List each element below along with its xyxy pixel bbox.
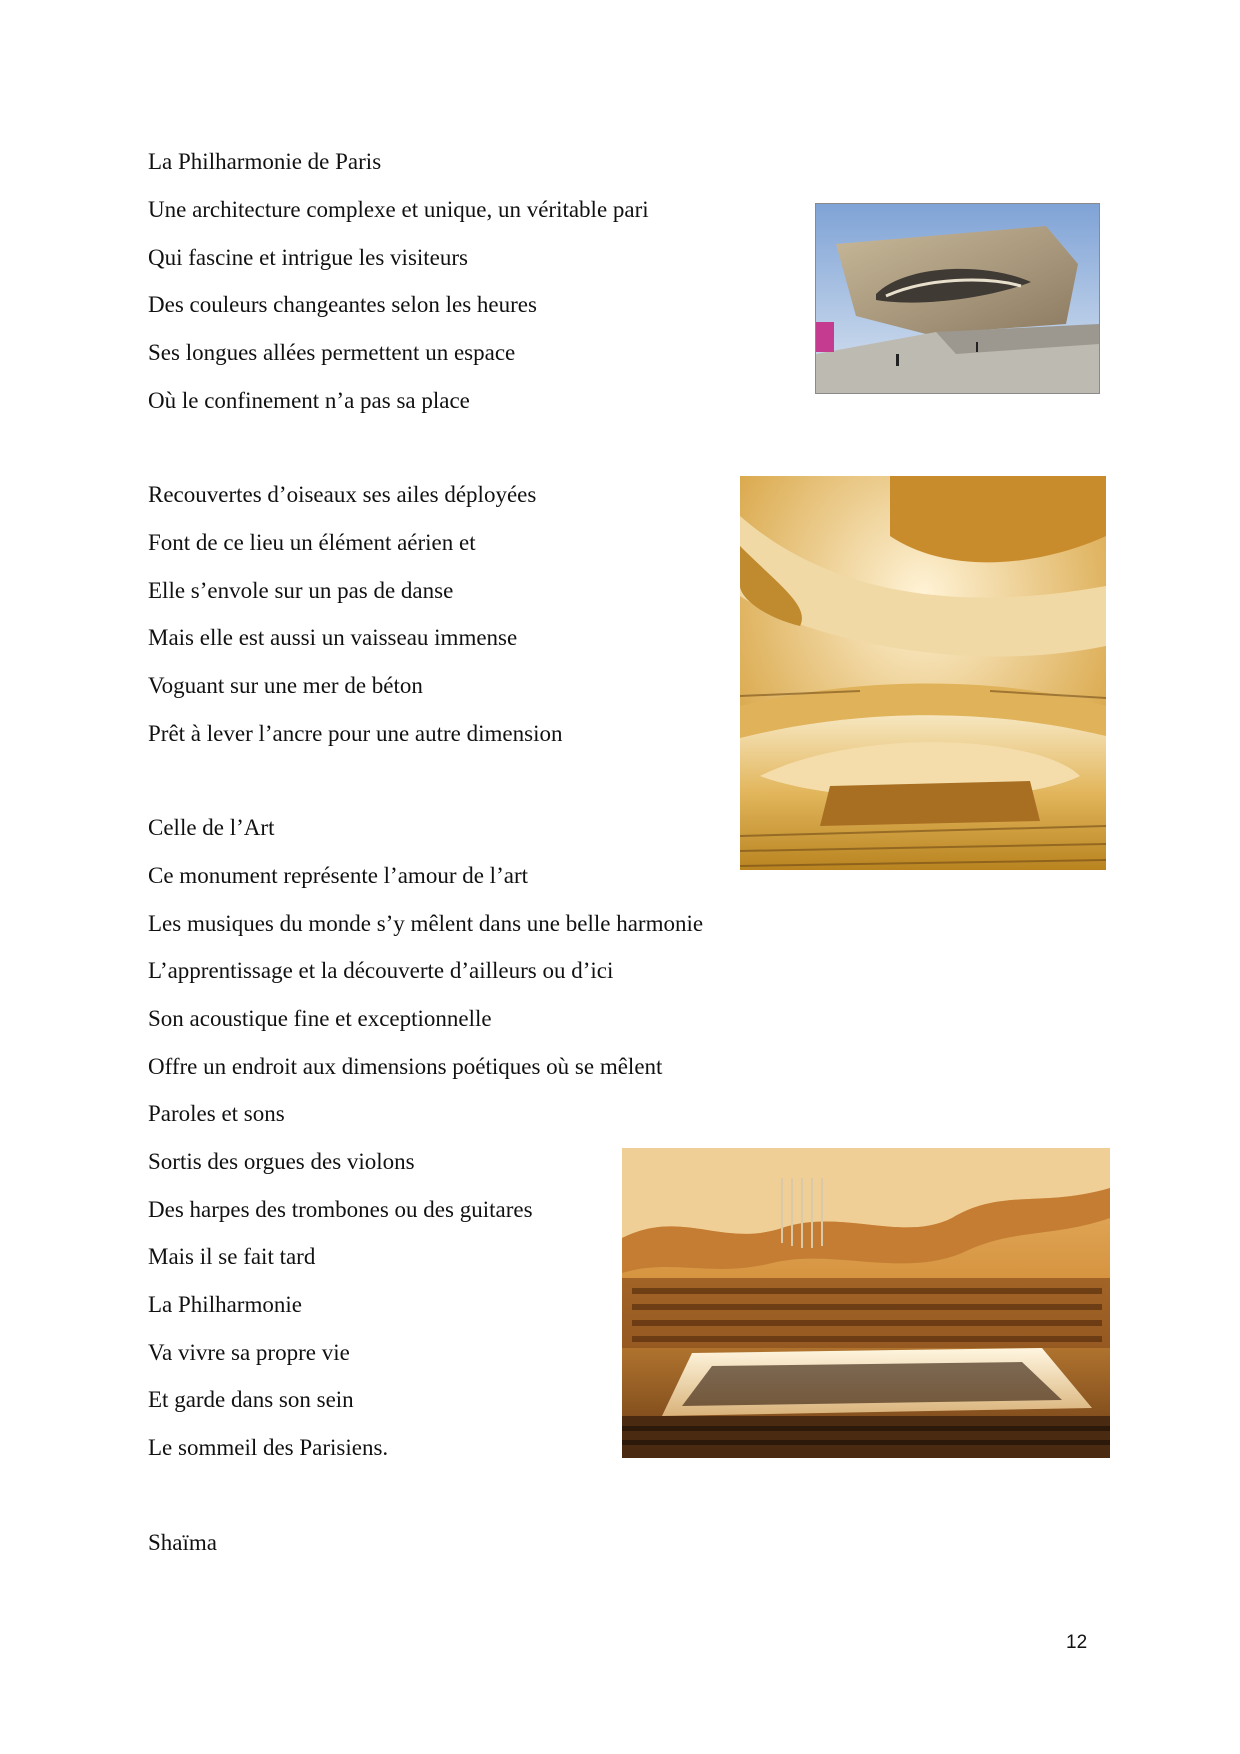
poem-title-line: La Philharmonie de Paris [148,149,382,174]
poem-line: Prêt à lever l’ancre pour une autre dimension [148,721,563,746]
poem-line: Des harpes des trombones ou des guitares [148,1197,533,1222]
poem-line: Offre un endroit aux dimensions poétiques où se mêlent [148,1054,663,1079]
poem-line: Mais il se fait tard [148,1244,316,1269]
poem-line: La Philharmonie [148,1292,302,1317]
poem-line: Ce monument représente l’amour de l’art [148,863,528,888]
poem-line: Ses longues allées permettent un espace [148,340,516,365]
poem-line: Sortis des orgues des violons [148,1149,415,1174]
poem-line: Qui fascine et intrigue les visiteurs [148,245,469,270]
poem-line: Les musiques du monde s’y mêlent dans une belle harmonie [148,911,704,936]
poem-line: Elle s’envole sur un pas de danse [148,578,454,603]
author-signature: Shaïma [148,1530,217,1555]
poem-line: L’apprentissage et la découverte d’ailleurs ou d’ici [148,958,614,983]
poem-line: Son acoustique fine et exceptionnelle [148,1006,492,1031]
poem-line: Le sommeil des Parisiens. [148,1435,389,1460]
concert-hall-orchestra-photo [622,1148,1110,1458]
poem-line: Des couleurs changeantes selon les heures [148,292,537,317]
poem-line: Voguant sur une mer de béton [148,673,423,698]
poem-line: Celle de l’Art [148,815,275,840]
poem-line: Où le confinement n’a pas sa place [148,388,470,413]
poem-line: Paroles et sons [148,1101,285,1126]
concert-hall-balconies-photo [740,476,1106,870]
poem-line: Mais elle est aussi un vaisseau immense [148,625,518,650]
poem-line: Font de ce lieu un élément aérien et [148,530,476,555]
poem-line: Et garde dans son sein [148,1387,354,1412]
poem-line: Une architecture complexe et unique, un véritable pari [148,197,649,222]
building-exterior-photo [815,203,1100,394]
poem-line: Va vivre sa propre vie [148,1340,350,1365]
page-number: 12 [1066,1632,1088,1653]
poem-line: Recouvertes d’oiseaux ses ailes déployées [148,482,537,507]
